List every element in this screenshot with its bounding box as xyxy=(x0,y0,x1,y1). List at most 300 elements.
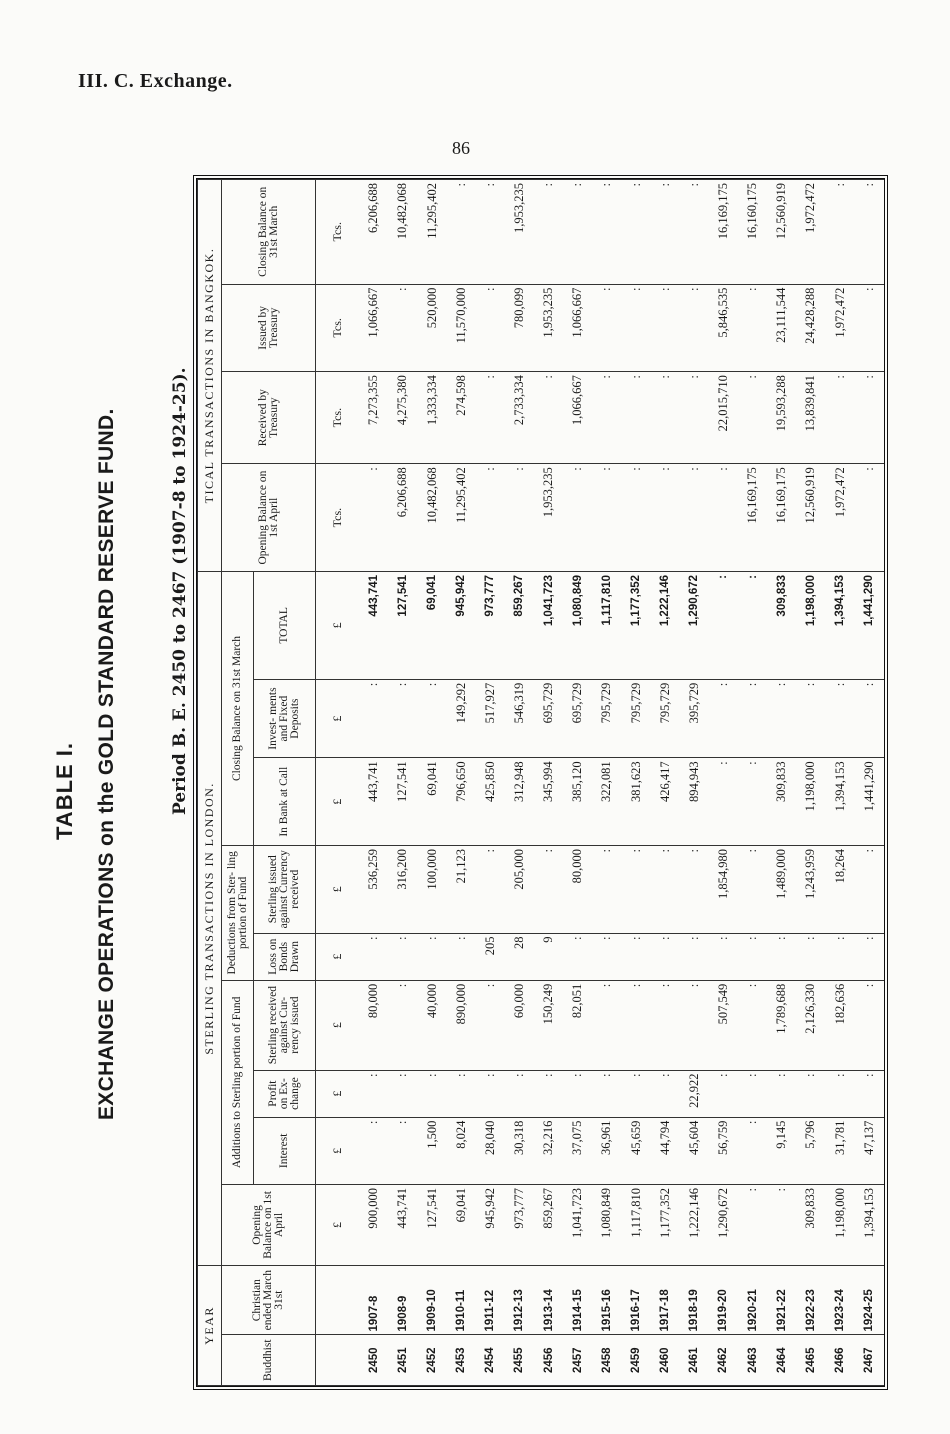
table-cell: 1,222,146 xyxy=(680,1185,709,1266)
header-tical-closing: Closing Balance on 31st March xyxy=(222,180,316,285)
table-cell: : xyxy=(738,758,767,846)
table-cell: 443,741 xyxy=(388,1185,417,1266)
table-cell: 80,000 xyxy=(359,980,388,1070)
table-cell: : xyxy=(855,845,884,933)
table-cell: : xyxy=(825,679,854,758)
buddhist-year-cell: 2454 xyxy=(476,1335,505,1386)
header-tical-transactions: TICAL TRANSACTIONS IN BANGKOK. xyxy=(198,180,222,572)
table-cell: : xyxy=(651,464,680,572)
table-row xyxy=(738,180,767,1386)
header-loss: Loss on Bonds Drawn xyxy=(254,933,316,980)
table-cell: 36,961 xyxy=(592,1117,621,1184)
table-cell: 4,275,380 xyxy=(388,372,417,464)
table-cell: 1,953,235 xyxy=(534,464,563,572)
table-cell: 1,117,810 xyxy=(592,571,621,679)
header-total: TOTAL xyxy=(254,571,316,679)
table-row xyxy=(447,180,476,1386)
unit-cell: £ xyxy=(316,679,360,758)
christian-year-cell: 1911-12 xyxy=(476,1265,505,1335)
table-cell: 21,123 xyxy=(447,845,476,933)
table-cell: : xyxy=(796,1070,825,1117)
table-cell: : xyxy=(388,1070,417,1117)
table-cell: 309,833 xyxy=(767,758,796,846)
table-cell: 1,489,000 xyxy=(767,845,796,933)
table-cell: 16,169,175 xyxy=(709,180,738,285)
table-cell: 9,145 xyxy=(767,1117,796,1184)
table-cell: 1,080,849 xyxy=(563,571,592,679)
christian-year-cell: 1914-15 xyxy=(563,1265,592,1335)
table-cell: 45,659 xyxy=(621,1117,650,1184)
table-cell: : xyxy=(621,180,650,285)
table-cell: : xyxy=(855,980,884,1070)
table-cell: 1,041,723 xyxy=(534,571,563,679)
table-cell: 859,267 xyxy=(505,571,534,679)
header-buddhist: Buddhist xyxy=(222,1335,316,1386)
table-cell: : xyxy=(359,1117,388,1184)
table-row xyxy=(388,180,417,1386)
table-cell: 381,623 xyxy=(621,758,650,846)
table-cell: : xyxy=(680,980,709,1070)
table-cell: 40,000 xyxy=(418,980,447,1070)
table-cell: 32,216 xyxy=(534,1117,563,1184)
christian-year-cell: 1920-21 xyxy=(738,1265,767,1335)
table-cell: : xyxy=(388,284,417,372)
table-cell: 205 xyxy=(476,933,505,980)
table-cell: 1,972,472 xyxy=(796,180,825,285)
table-cell: : xyxy=(825,933,854,980)
table-cell: 316,200 xyxy=(388,845,417,933)
table-cell: : xyxy=(825,1070,854,1117)
table-cell: 796,650 xyxy=(447,758,476,846)
table-row xyxy=(534,180,563,1386)
table-cell: : xyxy=(388,980,417,1070)
table-cell: 1,333,334 xyxy=(418,372,447,464)
table-cell: 2,733,334 xyxy=(505,372,534,464)
table-cell: 11,295,402 xyxy=(418,180,447,285)
table-cell: 890,000 xyxy=(447,980,476,1070)
table-cell: : xyxy=(738,1070,767,1117)
buddhist-year-cell: 2467 xyxy=(855,1335,884,1386)
table-cell: : xyxy=(621,933,650,980)
table-cell: : xyxy=(651,180,680,285)
table-cell: : xyxy=(738,284,767,372)
table-cell: : xyxy=(651,372,680,464)
table-cell: 1,394,153 xyxy=(825,758,854,846)
table-cell: 1,041,723 xyxy=(563,1185,592,1266)
table-cell: : xyxy=(534,1070,563,1117)
table-cell: 7,273,355 xyxy=(359,372,388,464)
table-cell: : xyxy=(680,372,709,464)
table-cell: : xyxy=(855,1070,884,1117)
table-row xyxy=(476,180,505,1386)
table-cell: 10,482,068 xyxy=(388,180,417,285)
table-cell: 9 xyxy=(534,933,563,980)
table-cell: : xyxy=(709,571,738,679)
table-cell: : xyxy=(680,845,709,933)
table-cell: : xyxy=(855,372,884,464)
table-cell: : xyxy=(621,1070,650,1117)
table-cell: 5,846,535 xyxy=(709,284,738,372)
table-cell: 22,015,710 xyxy=(709,372,738,464)
table-cell: : xyxy=(505,1070,534,1117)
buddhist-year-cell: 2464 xyxy=(767,1335,796,1386)
table-cell: 24,428,288 xyxy=(796,284,825,372)
unit-cell: £ xyxy=(316,758,360,846)
table-cell: 345,994 xyxy=(534,758,563,846)
header-tical-opening: Opening Balance on 1st April xyxy=(222,464,316,572)
table-cell: 11,570,000 xyxy=(447,284,476,372)
table-cell: : xyxy=(476,180,505,285)
table-cell: : xyxy=(651,933,680,980)
table-cell: 322,081 xyxy=(592,758,621,846)
table-cell: 395,729 xyxy=(680,679,709,758)
table-cell: : xyxy=(709,1070,738,1117)
table-cell: 8,024 xyxy=(447,1117,476,1184)
unit-cell: Tcs. xyxy=(316,464,360,572)
unit-cell: £ xyxy=(316,845,360,933)
table-cell: : xyxy=(359,933,388,980)
table-cell: 28 xyxy=(505,933,534,980)
table-cell: 520,000 xyxy=(418,284,447,372)
table-cell: : xyxy=(592,980,621,1070)
table-row xyxy=(825,180,854,1386)
buddhist-year-cell: 2452 xyxy=(418,1335,447,1386)
christian-year-cell: 1921-22 xyxy=(767,1265,796,1335)
christian-year-cell: 1924-25 xyxy=(855,1265,884,1335)
buddhist-year-cell: 2453 xyxy=(447,1335,476,1386)
table-cell: 507,549 xyxy=(709,980,738,1070)
christian-year-cell: 1908-9 xyxy=(388,1265,417,1335)
header-in-bank: In Bank at Call xyxy=(254,758,316,846)
table-cell: : xyxy=(418,679,447,758)
table-cell: 1,066,667 xyxy=(563,372,592,464)
table-cell: : xyxy=(621,372,650,464)
buddhist-year-cell: 2455 xyxy=(505,1335,534,1386)
table-cell: 780,099 xyxy=(505,284,534,372)
header-opening-balance: Opening Balance on 1st April xyxy=(222,1185,316,1266)
table-cell: 385,120 xyxy=(563,758,592,846)
table-cell: : xyxy=(563,464,592,572)
buddhist-year-cell: 2466 xyxy=(825,1335,854,1386)
table-cell: 945,942 xyxy=(476,1185,505,1266)
unit-cell xyxy=(316,1335,360,1386)
table-row xyxy=(855,180,884,1386)
table-cell: 1,290,672 xyxy=(680,571,709,679)
christian-year-cell: 1910-11 xyxy=(447,1265,476,1335)
table-cell: : xyxy=(738,980,767,1070)
table-cell: 443,741 xyxy=(359,758,388,846)
table-cell: : xyxy=(534,180,563,285)
table-cell: 18,264 xyxy=(825,845,854,933)
table-cell: 28,040 xyxy=(476,1117,505,1184)
table-cell: 695,729 xyxy=(563,679,592,758)
table-cell: : xyxy=(592,933,621,980)
christian-year-cell: 1917-18 xyxy=(651,1265,680,1335)
unit-cell: £ xyxy=(316,1070,360,1117)
table-cell: : xyxy=(447,180,476,285)
header-sterling-received: Sterling received against Cur- rency issued xyxy=(254,980,316,1070)
table-cell: : xyxy=(709,758,738,846)
table-cell: : xyxy=(855,284,884,372)
table-cell: 695,729 xyxy=(534,679,563,758)
table-cell: 37,075 xyxy=(563,1117,592,1184)
table-cell: 894,943 xyxy=(680,758,709,846)
table-cell: : xyxy=(359,679,388,758)
table-cell: 182,636 xyxy=(825,980,854,1070)
header-closing-balance: Closing Balance on 31st March xyxy=(222,571,254,845)
table-title: EXCHANGE OPERATIONS on the GOLD STANDARD RESERVE FUND. xyxy=(95,408,118,1120)
table-cell: : xyxy=(592,464,621,572)
table-cell: 536,259 xyxy=(359,845,388,933)
christian-year-cell: 1923-24 xyxy=(825,1265,854,1335)
table-cell: : xyxy=(418,933,447,980)
buddhist-year-cell: 2463 xyxy=(738,1335,767,1386)
table-cell: 1,066,667 xyxy=(359,284,388,372)
units-row xyxy=(316,180,360,1386)
table-row xyxy=(418,180,447,1386)
table-cell: : xyxy=(388,933,417,980)
table-cell: : xyxy=(767,679,796,758)
buddhist-year-cell: 2460 xyxy=(651,1335,680,1386)
table-cell: 205,000 xyxy=(505,845,534,933)
table-cell: 1,953,235 xyxy=(505,180,534,285)
exchange-table-frame xyxy=(193,175,888,1390)
buddhist-year-cell: 2457 xyxy=(563,1335,592,1386)
table-cell: : xyxy=(592,1070,621,1117)
table-cell: 1,972,472 xyxy=(825,464,854,572)
table-cell: : xyxy=(563,1070,592,1117)
table-cell: : xyxy=(505,464,534,572)
table-cell: 1,177,352 xyxy=(621,571,650,679)
table-cell: : xyxy=(447,933,476,980)
table-label: TABLE I. xyxy=(52,741,77,840)
table-cell: : xyxy=(738,933,767,980)
table-cell: 69,041 xyxy=(447,1185,476,1266)
christian-year-cell: 1907-8 xyxy=(359,1265,388,1335)
table-cell: : xyxy=(680,933,709,980)
table-cell: : xyxy=(592,845,621,933)
unit-cell: £ xyxy=(316,980,360,1070)
buddhist-year-cell: 2461 xyxy=(680,1335,709,1386)
table-cell: : xyxy=(709,679,738,758)
table-cell: 1,198,000 xyxy=(796,758,825,846)
christian-year-cell: 1918-19 xyxy=(680,1265,709,1335)
table-cell: 82,051 xyxy=(563,980,592,1070)
table-cell: 517,927 xyxy=(476,679,505,758)
table-cell: 1,789,688 xyxy=(767,980,796,1070)
table-row xyxy=(651,180,680,1386)
table-cell: 900,000 xyxy=(359,1185,388,1266)
table-cell: 23,111,544 xyxy=(767,284,796,372)
table-cell: : xyxy=(476,464,505,572)
table-cell: 1,080,849 xyxy=(592,1185,621,1266)
header-additions: Additions to Sterling portion of Fund xyxy=(222,980,254,1184)
table-cell: 309,833 xyxy=(767,571,796,679)
table-cell: : xyxy=(359,464,388,572)
table-cell: : xyxy=(388,1117,417,1184)
table-cell: : xyxy=(738,845,767,933)
table-cell: 425,850 xyxy=(476,758,505,846)
table-cell: : xyxy=(738,679,767,758)
table-cell: 10,482,068 xyxy=(418,464,447,572)
table-cell: : xyxy=(592,372,621,464)
header-profit: Profit on Ex- change xyxy=(254,1070,316,1117)
header-year: YEAR xyxy=(198,1265,222,1385)
table-cell: : xyxy=(825,180,854,285)
unit-cell: Tcs. xyxy=(316,180,360,285)
table-cell: 795,729 xyxy=(592,679,621,758)
header-tical-received: Received by Treasury xyxy=(222,372,316,464)
table-cell: : xyxy=(447,1070,476,1117)
table-cell: : xyxy=(388,679,417,758)
table-cell: : xyxy=(563,180,592,285)
buddhist-year-cell: 2462 xyxy=(709,1335,738,1386)
table-cell: 6,206,688 xyxy=(388,464,417,572)
unit-cell: £ xyxy=(316,1117,360,1184)
table-cell: 127,541 xyxy=(388,571,417,679)
table-cell: : xyxy=(592,284,621,372)
table-cell: : xyxy=(651,284,680,372)
table-cell: 2,126,330 xyxy=(796,980,825,1070)
header-sterling-issued: Sterling issued against Currency received xyxy=(254,845,316,933)
table-body xyxy=(316,180,885,1386)
table-cell: 19,593,288 xyxy=(767,372,796,464)
table-cell: 5,796 xyxy=(796,1117,825,1184)
table-cell: 60,000 xyxy=(505,980,534,1070)
table-cell: 30,318 xyxy=(505,1117,534,1184)
table-cell: : xyxy=(621,980,650,1070)
table-cell: 45,604 xyxy=(680,1117,709,1184)
buddhist-year-cell: 2459 xyxy=(621,1335,650,1386)
table-cell: 973,777 xyxy=(505,1185,534,1266)
table-cell: : xyxy=(767,1070,796,1117)
table-cell: 1,177,352 xyxy=(651,1185,680,1266)
header-christian: Christian ended March 31st xyxy=(222,1265,316,1335)
table-cell: : xyxy=(709,464,738,572)
table-row xyxy=(592,180,621,1386)
table-cell: : xyxy=(680,464,709,572)
unit-cell: £ xyxy=(316,1185,360,1266)
table-row xyxy=(621,180,650,1386)
table-cell: 859,267 xyxy=(534,1185,563,1266)
table-cell: 312,948 xyxy=(505,758,534,846)
table-cell: 47,137 xyxy=(855,1117,884,1184)
table-cell: : xyxy=(767,933,796,980)
table-cell: 6,206,688 xyxy=(359,180,388,285)
table-cell: 274,598 xyxy=(447,372,476,464)
table-cell: 1,441,290 xyxy=(855,758,884,846)
header-investments: Invest- ments and Fixed Deposits xyxy=(254,679,316,758)
buddhist-year-cell: 2451 xyxy=(388,1335,417,1386)
table-cell: 1,290,672 xyxy=(709,1185,738,1266)
table-cell: 44,794 xyxy=(651,1117,680,1184)
table-cell: 150,249 xyxy=(534,980,563,1070)
table-cell: : xyxy=(738,1185,767,1266)
table-cell: 149,292 xyxy=(447,679,476,758)
table-cell: : xyxy=(651,845,680,933)
table-cell: 945,942 xyxy=(447,571,476,679)
exchange-operations-table xyxy=(197,179,884,1386)
table-cell: : xyxy=(680,284,709,372)
table-cell: 100,000 xyxy=(418,845,447,933)
table-cell: 16,160,175 xyxy=(738,180,767,285)
table-cell: 127,541 xyxy=(388,758,417,846)
christian-year-cell: 1922-23 xyxy=(796,1265,825,1335)
table-cell: 1,066,667 xyxy=(563,284,592,372)
buddhist-year-cell: 2456 xyxy=(534,1335,563,1386)
table-cell: 1,394,153 xyxy=(825,571,854,679)
table-cell: 973,777 xyxy=(476,571,505,679)
table-cell: 1,394,153 xyxy=(855,1185,884,1266)
table-cell: : xyxy=(651,1070,680,1117)
table-cell: 12,560,919 xyxy=(767,180,796,285)
unit-cell xyxy=(316,1265,360,1335)
table-cell: 1,972,472 xyxy=(825,284,854,372)
unit-cell: £ xyxy=(316,933,360,980)
table-cell: : xyxy=(825,372,854,464)
table-row xyxy=(709,180,738,1386)
table-cell: 56,759 xyxy=(709,1117,738,1184)
table-cell: : xyxy=(476,372,505,464)
table-cell: 13,839,841 xyxy=(796,372,825,464)
table-cell: 80,000 xyxy=(563,845,592,933)
table-cell: : xyxy=(621,464,650,572)
table-cell: : xyxy=(680,180,709,285)
table-cell: : xyxy=(855,933,884,980)
table-cell: 546,319 xyxy=(505,679,534,758)
table-cell: : xyxy=(534,845,563,933)
buddhist-year-cell: 2465 xyxy=(796,1335,825,1386)
page-number: 86 xyxy=(452,138,470,158)
buddhist-year-cell: 2458 xyxy=(592,1335,621,1386)
table-row xyxy=(767,180,796,1386)
table-cell: : xyxy=(476,284,505,372)
header-deductions: Deductions from Ster- ling portion of Fund xyxy=(222,845,254,980)
table-cell: 795,729 xyxy=(621,679,650,758)
table-cell: 16,169,175 xyxy=(767,464,796,572)
table-cell: 1,500 xyxy=(418,1117,447,1184)
table-row xyxy=(563,180,592,1386)
table-cell: 16,169,175 xyxy=(738,464,767,572)
unit-cell: £ xyxy=(316,571,360,679)
table-cell: 1,198,000 xyxy=(796,571,825,679)
table-cell: : xyxy=(563,933,592,980)
unit-cell: Tcs. xyxy=(316,372,360,464)
table-cell: 443,741 xyxy=(359,571,388,679)
table-cell: 795,729 xyxy=(651,679,680,758)
table-cell: 309,833 xyxy=(796,1185,825,1266)
table-cell: 1,222,146 xyxy=(651,571,680,679)
table-cell: 1,441,290 xyxy=(855,571,884,679)
table-cell: 31,781 xyxy=(825,1117,854,1184)
table-cell: : xyxy=(418,1070,447,1117)
table-cell: : xyxy=(592,180,621,285)
table-cell: : xyxy=(476,845,505,933)
table-cell: : xyxy=(767,1185,796,1266)
table-cell: : xyxy=(738,1117,767,1184)
table-cell: : xyxy=(476,980,505,1070)
table-row xyxy=(680,180,709,1386)
table-cell: : xyxy=(534,372,563,464)
table-cell: : xyxy=(738,571,767,679)
table-cell: : xyxy=(621,284,650,372)
table-cell: 1,198,000 xyxy=(825,1185,854,1266)
table-row xyxy=(359,180,388,1386)
table-cell: 12,560,919 xyxy=(796,464,825,572)
table-cell: : xyxy=(476,1070,505,1117)
table-cell: 22,922 xyxy=(680,1070,709,1117)
buddhist-year-cell: 2450 xyxy=(359,1335,388,1386)
